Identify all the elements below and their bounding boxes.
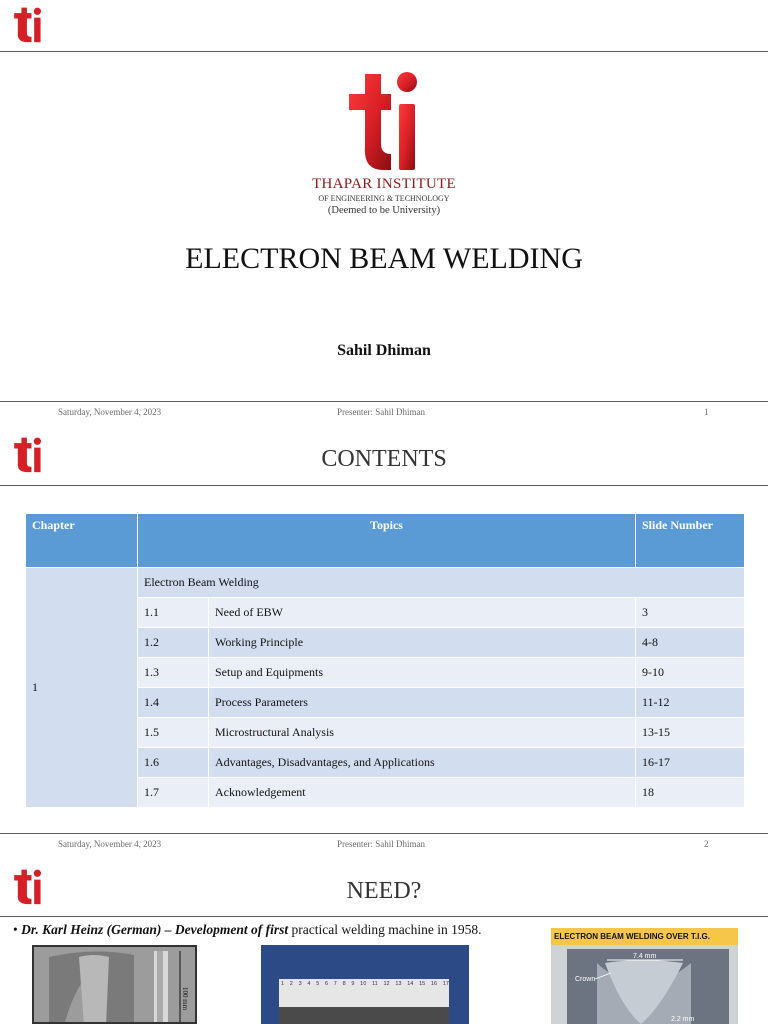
section-title: Electron Beam Welding — [138, 568, 745, 598]
dim-label-top: 7.4 mm — [633, 953, 657, 960]
author-name: Sahil Dhiman — [337, 342, 431, 359]
row-number: 1.3 — [138, 658, 209, 688]
row-topic: Need of EBW — [209, 598, 636, 628]
row-number: 1.6 — [138, 748, 209, 778]
row-topic: Microstructural Analysis — [209, 718, 636, 748]
slide-3 — [0, 856, 768, 1024]
ruler-number: 13 — [395, 981, 402, 987]
ruler-number: 5 — [316, 981, 320, 987]
ti-logo-icon — [8, 4, 44, 44]
ruler-number: 9 — [351, 981, 355, 987]
row-number: 1.4 — [138, 688, 209, 718]
ruler-number: 8 — [342, 981, 346, 987]
row-slides: 18 — [636, 778, 745, 808]
crown-label: Crown — [575, 976, 596, 983]
row-number: 1.7 — [138, 778, 209, 808]
row-slides: 3 — [636, 598, 745, 628]
row-number: 1.5 — [138, 718, 209, 748]
ruler-number: 3 — [298, 981, 302, 987]
footer-page: 2 — [704, 839, 709, 849]
bullet-text: • Dr. Karl Heinz (German) – Development of first practical welding machine in 1958. — [13, 922, 482, 937]
bullet-rest: practical welding machine in 1958. — [288, 922, 482, 937]
slide-title: NEED? — [346, 878, 422, 904]
ruler-number: 6 — [324, 981, 329, 987]
institute-subtitle: OF ENGINEERING & TECHNOLOGY — [318, 194, 450, 203]
row-topic: Setup and Equipments — [209, 658, 636, 688]
presentation-title: ELECTRON BEAM WELDING — [185, 242, 583, 275]
footer-presenter: Presenter: Sahil Dhiman — [337, 839, 425, 849]
header-slide-number: Slide Number — [636, 514, 745, 568]
slide-1 — [0, 0, 768, 426]
row-number: 1.1 — [138, 598, 209, 628]
weld-section-image — [32, 945, 197, 1024]
row-slides: 4-8 — [636, 628, 745, 658]
ruler-number: 16 — [430, 981, 438, 987]
row-slides: 13-15 — [636, 718, 745, 748]
ruler-number: 14 — [407, 981, 414, 987]
dim-label-bottom: 2.2 mm — [671, 1016, 695, 1023]
slide-title: CONTENTS — [321, 446, 447, 472]
ruler-number: 7 — [333, 981, 337, 987]
bullet-italic: Dr. Karl Heinz (German) – Development of first — [21, 922, 289, 937]
contents-table — [25, 513, 745, 808]
ruler-photo-image — [261, 945, 469, 1024]
footer-presenter: Presenter: Sahil Dhiman — [337, 407, 425, 417]
row-topic: Working Principle — [209, 628, 636, 658]
slide-footer — [0, 401, 768, 425]
ruler-number: 10 — [360, 981, 367, 987]
ruler-number: 15 — [419, 981, 426, 987]
slide-2 — [0, 426, 768, 856]
chapter-cell: 1 — [26, 568, 138, 808]
institute-deemed: (Deemed to be University) — [327, 205, 441, 216]
footer-page: 1 — [704, 407, 709, 417]
ruler-number: 12 — [383, 981, 390, 987]
ruler-number: 11 — [372, 981, 378, 987]
row-slides: 16-17 — [636, 748, 745, 778]
header-chapter: Chapter — [26, 514, 138, 568]
institute-name: THAPAR INSTITUTE — [312, 176, 456, 192]
ruler-number: 4 — [307, 981, 311, 987]
row-number: 1.2 — [138, 628, 209, 658]
ruler-number: 1 — [281, 981, 285, 987]
ruler-number: 2 — [289, 981, 293, 987]
slide-footer — [0, 833, 768, 857]
row-topic: Process Parameters — [209, 688, 636, 718]
image-caption: ELECTRON BEAM WELDING OVER T.I.G. — [551, 928, 738, 945]
header-topics: Topics — [138, 514, 636, 568]
row-slides: 11-12 — [636, 688, 745, 718]
footer-date: Saturday, November 4, 2023 — [58, 839, 162, 849]
ebw-tig-image — [551, 928, 738, 1024]
footer-date: Saturday, November 4, 2023 — [58, 407, 162, 417]
ruler-numbers — [281, 981, 449, 995]
row-topic: Acknowledgement — [209, 778, 636, 808]
scale-label: 100 mm — [181, 987, 189, 1011]
ti-large-logo-icon — [343, 66, 425, 174]
ruler-number: 17 — [442, 981, 449, 987]
row-slides: 9-10 — [636, 658, 745, 688]
row-topic: Advantages, Disadvantages, and Applications — [209, 748, 636, 778]
